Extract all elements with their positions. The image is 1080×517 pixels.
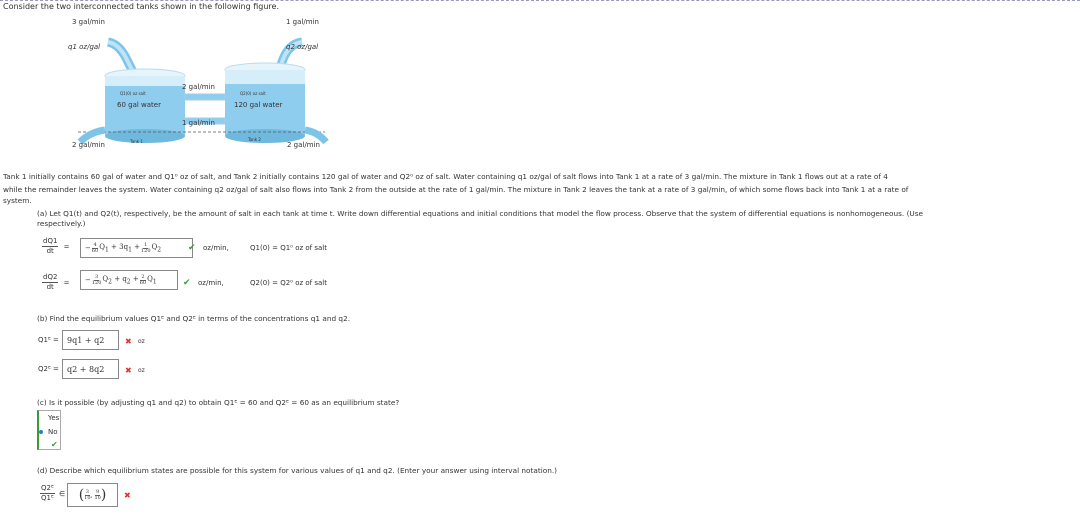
eq1-rhs-field[interactable]: − $\frac{4}{60}$ $Q_1 + 3q_1$ + $\frac{1}{120}$ $Q_2$ <box>80 238 193 258</box>
eq1-lhs: $\frac{dQ1}{dt}$ = <box>43 237 70 255</box>
option-yes[interactable]: Yes <box>48 414 60 422</box>
pipe-bottom-rate: 1 gal/min <box>182 119 215 127</box>
outflow2-rate: 2 gal/min <box>287 141 320 149</box>
outflow1-rate: 2 gal/min <box>72 141 105 149</box>
tank2-salt: Q2(0) oz salt <box>240 91 266 96</box>
eq2-rhs-field[interactable]: − $\frac{3}{120}$ $Q_2 + q_2$ + $\frac{2}{60}$ $Q_1$ <box>80 270 178 290</box>
problem-text-line3: system. <box>3 196 32 205</box>
tank2-water: 120 gal water <box>234 101 283 109</box>
part-c-check-icon: ✔ <box>51 440 58 449</box>
eq2-lhs-den: dt <box>46 283 54 291</box>
eq2-check-icon: ✔ <box>183 278 191 288</box>
inflow1-concentration: q1 oz/gal <box>68 43 101 51</box>
q2e-answer-field[interactable]: q2 + 8q2 <box>62 359 119 379</box>
eq2-initial-condition: Q2(0) = Q2⁰ oz of salt <box>250 279 327 287</box>
q2e-cross-icon: ✖ <box>125 366 132 375</box>
part-d-answer-field[interactable]: ( 3 10 , 9 10 ) <box>67 483 118 507</box>
pipe-top <box>185 94 225 100</box>
inflow1-rate: 3 gal/min <box>72 18 105 26</box>
ratio-num: Q2ᴱ <box>41 484 54 492</box>
q1e-cross-icon: ✖ <box>125 337 132 346</box>
option-no[interactable]: No <box>48 428 58 436</box>
eq1-check-icon: ✔ <box>188 243 196 253</box>
eq1-lhs-num: dQ1 <box>43 237 58 245</box>
q2e-label: Q2ᴱ = <box>38 365 59 373</box>
inflow2-rate: 1 gal/min <box>286 18 319 26</box>
q1e-unit: oz <box>138 338 145 345</box>
eq2-lhs: $\frac{dQ2}{dt}$ = <box>43 273 70 291</box>
problem-text-line1: Tank 1 initially contains 60 gal of water and Q1⁰ oz of salt, and Tank 2 initially contains 120 gal of water and Q2⁰ oz of salt. Water containing q1 oz/gal of salt flows into Tank 1 at a rate of 3 gal/min. The mixture in Tank 1 flows out at a rate of 4 <box>3 172 888 181</box>
tank1-label: Tank 1 <box>130 139 143 144</box>
tank1-salt: Q1(0) oz salt <box>120 91 146 96</box>
ratio-lhs: $\frac{\text{Q2ᴱ}}{\text{Q1ᴱ}}$ ∈ <box>41 484 66 502</box>
part-c-question: (c) Is it possible (by adjusting q1 and q2) to obtain Q1ᴱ = 60 and Q2ᴱ = 60 as an equilibrium state? <box>37 398 400 407</box>
part-b-question: (b) Find the equilibrium values Q1ᴱ and Q2ᴱ in terms of the concentrations q1 and q2. <box>37 314 351 323</box>
part-a-question: (a) Let Q1(t) and Q2(t), respectively, be the amount of salt in each tank at time t. Write down differential equations and initial conditions that model the flow process. Observe that the system of differential equations is nonhomogeneous. (Use <box>37 209 924 218</box>
q2e-unit: oz <box>138 367 145 374</box>
eq1-unit: oz/min, <box>203 244 229 252</box>
eq1-lhs-den: dt <box>46 247 54 255</box>
eq2-lhs-num: dQ2 <box>43 273 58 281</box>
eq2-unit: oz/min, <box>198 279 224 287</box>
tank1-water: 60 gal water <box>117 101 161 109</box>
tank2-label: Tank 2 <box>248 137 261 142</box>
top-border <box>0 0 1080 1</box>
part-d-cross-icon: ✖ <box>124 491 131 500</box>
inflow2-concentration: q2 oz/gal <box>286 43 319 51</box>
q1e-label: Q1ᴱ = <box>38 336 59 344</box>
problem-text-line2: while the remainder leaves the system. Water containing q2 oz/gal of salt also flows into Tank 2 from the outside at the rate of 1 gal/min. The mixture in Tank 2 leaves the tank at a rate of 3 gal/min, of which some flows back into Tank 1 at a rate of <box>3 185 909 194</box>
q1e-answer-field[interactable]: 9q1 + q2 <box>62 330 119 350</box>
ratio-den: Q1ᴱ <box>41 494 54 502</box>
part-d-question: (d) Describe which equilibrium states are possible for this system for various values of q1 and q2. (Enter your answer using interval notation.) <box>37 466 557 475</box>
pipe-top-rate: 2 gal/min <box>182 83 215 91</box>
tank1-bottom <box>105 129 185 143</box>
eq1-initial-condition: Q1(0) = Q1⁰ oz of salt <box>250 244 327 252</box>
radio-selected-icon[interactable] <box>39 430 43 434</box>
problem-intro: Consider the two interconnected tanks shown in the following figure. <box>3 2 279 11</box>
part-a-question-cont: respectively.) <box>37 219 86 228</box>
